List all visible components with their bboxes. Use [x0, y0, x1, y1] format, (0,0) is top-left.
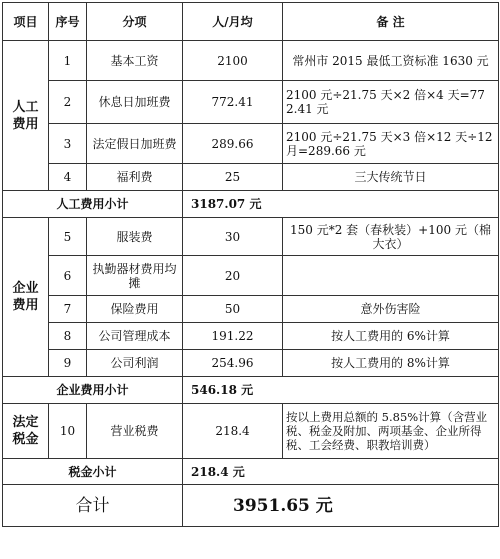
header-item: 项目 — [3, 3, 49, 41]
row-name: 休息日加班费 — [87, 81, 183, 124]
table-row — [3, 350, 499, 377]
row-name: 营业税费 — [87, 404, 183, 459]
row-seq: 3 — [49, 124, 87, 164]
table-row — [3, 81, 499, 124]
table-row — [3, 41, 499, 81]
subtotal-value: 218.4 元 — [183, 459, 499, 485]
row-value: 50 — [183, 296, 283, 323]
row-seq: 7 — [49, 296, 87, 323]
row-name: 公司利润 — [87, 350, 183, 377]
subtotal-value: 3187.07 元 — [183, 191, 499, 218]
row-note: 2100 元÷21.75 天×3 倍×12 天÷12 月=289.66 元 — [283, 124, 499, 164]
row-note: 三大传统节日 — [283, 164, 499, 191]
row-note: 按人工费用的 8%计算 — [283, 350, 499, 377]
row-name: 法定假日加班费 — [87, 124, 183, 164]
row-value: 20 — [183, 256, 283, 296]
subtotal-value: 546.18 元 — [183, 377, 499, 404]
subtotal-row — [3, 459, 499, 485]
table-row — [3, 164, 499, 191]
row-note: 2100 元÷21.75 天×2 倍×4 天=772.41 元 — [283, 81, 499, 124]
row-name: 服装费 — [87, 218, 183, 256]
row-seq: 2 — [49, 81, 87, 124]
row-note: 按以上费用总额的 5.85%计算（含营业税、税金及附加、两项基金、企业所得税、工会经费、职教培训费） — [283, 404, 499, 459]
row-name: 基本工资 — [87, 41, 183, 81]
row-value: 25 — [183, 164, 283, 191]
table-row — [3, 296, 499, 323]
table-row — [3, 404, 499, 459]
row-name: 执勤器材费用均摊 — [87, 256, 183, 296]
category-tax: 法定税金 — [3, 404, 49, 459]
total-row — [3, 485, 499, 527]
total-value: 3951.65 元 — [183, 485, 499, 527]
cost-table-page — [0, 2, 500, 559]
table-row — [3, 124, 499, 164]
row-value: 2100 — [183, 41, 283, 81]
cost-breakdown-table — [2, 2, 499, 527]
row-seq: 6 — [49, 256, 87, 296]
category-labor: 人工费用 — [3, 41, 49, 191]
subtotal-label: 企业费用小计 — [3, 377, 183, 404]
row-value: 289.66 — [183, 124, 283, 164]
table-row — [3, 323, 499, 350]
row-seq: 8 — [49, 323, 87, 350]
row-note: 意外伤害险 — [283, 296, 499, 323]
row-name: 公司管理成本 — [87, 323, 183, 350]
header-subitem: 分项 — [87, 3, 183, 41]
header-seq: 序号 — [49, 3, 87, 41]
header-monthly: 人/月均 — [183, 3, 283, 41]
table-row — [3, 256, 499, 296]
row-note: 常州市 2015 最低工资标准 1630 元 — [283, 41, 499, 81]
row-value: 772.41 — [183, 81, 283, 124]
subtotal-row — [3, 377, 499, 404]
category-enterprise: 企业费用 — [3, 218, 49, 377]
row-value: 254.96 — [183, 350, 283, 377]
subtotal-label: 税金小计 — [3, 459, 183, 485]
row-seq: 1 — [49, 41, 87, 81]
row-name: 保险费用 — [87, 296, 183, 323]
row-value: 30 — [183, 218, 283, 256]
row-note: 150 元*2 套（春秋装）+100 元（棉大衣） — [283, 218, 499, 256]
row-seq: 5 — [49, 218, 87, 256]
header-row — [3, 3, 499, 41]
header-remark: 备 注 — [283, 3, 499, 41]
row-value: 191.22 — [183, 323, 283, 350]
row-seq: 4 — [49, 164, 87, 191]
subtotal-row — [3, 191, 499, 218]
row-name: 福利费 — [87, 164, 183, 191]
row-seq: 9 — [49, 350, 87, 377]
table-row — [3, 218, 499, 256]
row-value: 218.4 — [183, 404, 283, 459]
row-note: 按人工费用的 6%计算 — [283, 323, 499, 350]
row-note — [283, 256, 499, 296]
subtotal-label: 人工费用小计 — [3, 191, 183, 218]
row-seq: 10 — [49, 404, 87, 459]
total-label: 合计 — [3, 485, 183, 527]
